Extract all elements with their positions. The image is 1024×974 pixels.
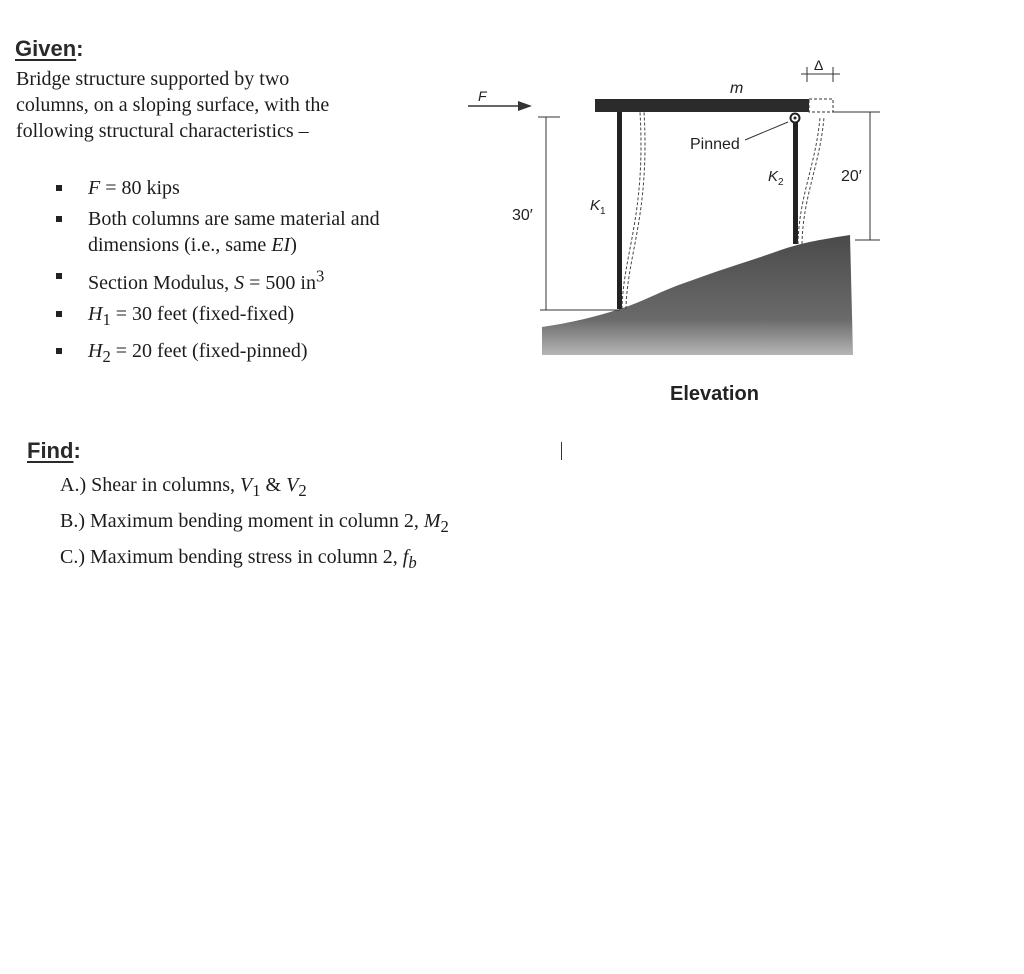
bullet-square-icon bbox=[56, 311, 62, 317]
bridge-beam bbox=[595, 99, 809, 112]
find-item-shear: A.) Shear in columns, $V_1$ & $V_2$ bbox=[60, 474, 307, 500]
delta-label: Δ bbox=[814, 57, 824, 73]
pinned-label: Pinned bbox=[690, 136, 740, 153]
find-list bbox=[60, 470, 520, 578]
bullet-square-icon bbox=[56, 273, 62, 279]
deflected-shape-column-2 bbox=[798, 117, 820, 244]
text-cursor bbox=[561, 442, 562, 460]
k1-label: $K_1$ bbox=[590, 197, 606, 217]
deflected-shape-column-1b bbox=[626, 112, 645, 309]
find-heading: Find: bbox=[27, 438, 81, 463]
dim-20-label: 20′ bbox=[841, 168, 862, 185]
bullet-square-icon bbox=[56, 348, 62, 354]
given-intro: Bridge structure supported by two columns, on a sloping surface, with the following structural characteristics – bbox=[16, 68, 330, 142]
find-item-stress: C.) Maximum bending stress in column 2, $f_b$ bbox=[60, 546, 417, 572]
given-item-material: Both columns are same material and dimensions (i.e., same EI) bbox=[56, 206, 386, 258]
displaced-beam-end bbox=[809, 99, 833, 112]
pin-center bbox=[794, 117, 797, 120]
given-item-h1: $H_1 = 30$ feet (fixed-fixed) bbox=[56, 301, 386, 333]
figure-caption: Elevation bbox=[670, 383, 759, 405]
bullet-square-icon bbox=[56, 216, 62, 222]
column-1 bbox=[617, 112, 622, 309]
given-item-force: F = 80 kips bbox=[56, 175, 386, 201]
k2-label: $K_2$ bbox=[768, 168, 784, 188]
bridge-elevation-figure bbox=[460, 55, 880, 415]
force-arrow-head-icon bbox=[518, 101, 532, 111]
pinned-leader bbox=[745, 122, 788, 140]
dim-30-label: 30′ bbox=[512, 207, 533, 224]
deflected-shape-column-2b bbox=[802, 117, 824, 244]
find-item-moment: B.) Maximum bending moment in column 2, $M_2$ bbox=[60, 510, 449, 536]
deflected-shape-column-1 bbox=[622, 112, 641, 309]
given-item-section-modulus: Section Modulus, S = 500 $in^3$ bbox=[56, 263, 386, 296]
force-label: F bbox=[478, 88, 487, 104]
column-2 bbox=[793, 121, 798, 244]
sloping-ground bbox=[542, 235, 853, 355]
given-heading: Given: bbox=[15, 36, 84, 61]
given-list bbox=[56, 175, 386, 375]
given-item-h2: $H_2 = 20$ feet (fixed-pinned) bbox=[56, 338, 386, 370]
bullet-square-icon bbox=[56, 185, 62, 191]
mass-label: m bbox=[730, 80, 744, 97]
